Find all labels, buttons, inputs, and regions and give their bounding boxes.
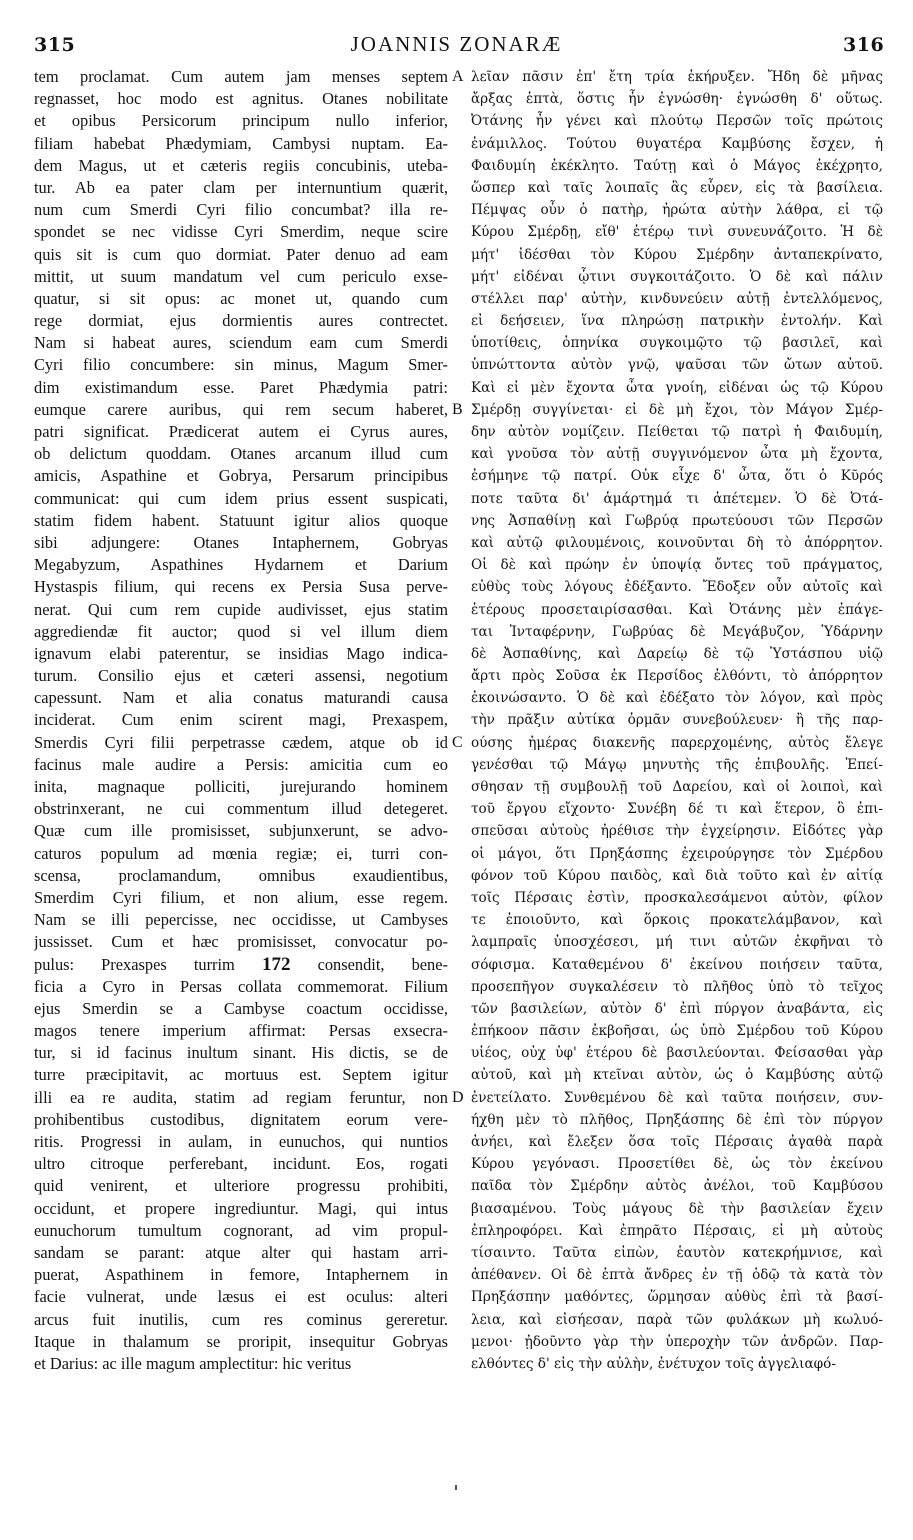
greek-text-line: λεια, καὶ εἰσήεσαν, παρὰ τῶν φυλάκων μὴ κωλυό- (471, 1311, 883, 1328)
latin-text-line: turum. Consilio ejus et cæteri assensi, negotium (34, 666, 448, 686)
latin-text-line: quid venirent, et ulteriore progressu prohibiti, (34, 1176, 448, 1196)
greek-text-line: ὑποτίθεις, ὁπηνίκα συγκοιμῷτο τῷ βασιλεῖ, καὶ (471, 335, 883, 352)
latin-text-line: num cum Smerdi Cyri filio concumbat? illa re- (34, 200, 448, 220)
latin-text-line: Hystaspis filium, qui recens ex Persia Susa perve- (34, 577, 448, 597)
greek-text-line: ἀνήει, καὶ ἔλεξεν ὅσα τοῖς Πέρσαις ἀγαθὰ παρὰ (471, 1134, 883, 1150)
greek-text-line: ἄρξας ἑπτὰ, ὅστις ἦν ἐγνώσθη· ἐγνώσθη δ' οὕτως. (471, 91, 883, 108)
latin-text-line: mittit, ut suum mandatum vel cum periculo exse- (34, 266, 448, 286)
greek-text-line: ἐπληροφόρει. Καὶ ἐπηρᾶτο Πέρσαις, εἰ μὴ αὐτοὺς (471, 1222, 883, 1239)
ink-speck (455, 1485, 457, 1490)
greek-text-line: ἐνάμιλλος. Τούτου θυγατέρα Καμβύσης ἔσχεν, ἡ (471, 135, 883, 152)
greek-text-line: φόνον τοῦ Κύρου παιδὸς, καὶ διὰ τοῦτο καὶ ἐν αἰτίᾳ (471, 867, 883, 884)
latin-text-line: spondet se nec vidisse Cyri Smerdim, neque scire (34, 222, 448, 242)
latin-text-line: inita, magnaque polliciti, jurejurando hominem (34, 777, 448, 796)
latin-text-line: facie vulnerat, unde læsus ei est oculus: alteri (34, 1287, 448, 1307)
latin-text-line: aggrediendæ fit auctor; quod si vel illum diem (34, 621, 448, 641)
greek-text-line: ἑτέρους προσεταιρίσασθαι. Καὶ Ὀτάνης μὲν ἐπάγε- (471, 601, 883, 618)
latin-text-line: ritis. Progressi in aulam, in eunuchos, qui nuntios (34, 1132, 448, 1151)
latin-text-line: regnasset, hoc modo est agnitus. Otanes nobilitate (34, 89, 448, 109)
latin-text-line: ultro citroque perferebant, incidunt. Eos, rogati (34, 1154, 448, 1174)
latin-text-line (34, 954, 448, 976)
greek-text-line: ἄρτι πρὸς Σοῦσα ἐκ Περσίδος ἐλθόντι, τὸ ἀπόρρητον (471, 668, 883, 685)
page-header (0, 30, 913, 66)
latin-text-line: scensa, proclamandum, omnibus exaudientibus, (34, 865, 448, 885)
latin-text-line: Nam si habeat aures, sciendum eam cum Smerdi (34, 333, 448, 353)
latin-text-line: quis sit is cum quo dormiat. Pater denuo ad eam (34, 244, 448, 264)
greek-text-line: ήχθη μὲν τὸ πλῆθος, Πρηξάσπης δὲ ἐπὶ τὸν πύργον (471, 1111, 883, 1128)
greek-text-line: ἀπέθανεν. Οἱ δὲ ἑπτὰ ἄνδρες ἐν τῇ ὁδῷ τὰ κατὰ τὸν (471, 1267, 883, 1284)
latin-text-line: facinus male audire a Persis: amicitia cum eo (34, 754, 448, 774)
latin-text-line: rege dormiat, ejus dormientis aures contrectet. (34, 311, 448, 331)
latin-text-line: et opibus Persicorum principum nullo inferior, (34, 111, 448, 131)
greek-text-line: λαμπραῖς ὑποσχέσεσι, μή τινι αὐτῶν ἐκφῆναι τὸ (471, 934, 883, 951)
greek-text-line: σπεῦσαι αὐτοὺς ἠρέθισε τὴν ἐγχείρησιν. Εἰδότες γὰρ (471, 823, 883, 840)
greek-text-line: Κύρου γεγόνασι. Προσετίθει δὲ, ὡς τὸν ἐκείνου (471, 1156, 883, 1173)
left-page-number: 315 (34, 34, 76, 56)
margin-marker-a: A (452, 68, 464, 85)
greek-text-line: προσεπῆγον συγκαλέσειν τὸ πλῆθος ὑπὸ τὸ τεῖχος (471, 978, 883, 995)
greek-text-line: σόφισμα. Καταθεμένου δ' ἐκείνου ποιήσειν ταῦτα, (471, 956, 883, 973)
running-title: JOANNIS ZONARÆ (350, 32, 563, 56)
latin-text-line: Itaque in thalamum se proripit, insequitur Gobryas (34, 1331, 448, 1351)
greek-text-line: Πρηξάσπην μαθόντες, ὥρμησαν αὐθὺς ἐπὶ τὰ βασί- (471, 1289, 883, 1306)
greek-text-line: δὲ Ἀσπαθίνης, καὶ Δαρείῳ δὲ τῷ Ὑστάσπου υἱῷ (471, 645, 883, 662)
margin-marker-c: C (452, 734, 463, 751)
latin-text-line: filiam habebat Phædymiam, Cambysi nuptam. Ea- (34, 133, 448, 153)
greek-column (471, 66, 883, 1375)
greek-text-line: Κύρου Σμέρδῃ, εἴθ' ἑτέρῳ τινὶ συνευνάζοιτο. Ἡ δὲ (471, 224, 883, 241)
latin-text-line: sibi adjungere: Otanes Intaphernem, Gobryas (34, 532, 448, 552)
margin-marker-d: D (452, 1089, 464, 1106)
latin-text-line: caturos populum ad mœnia regiæ; ei, turri con- (34, 843, 448, 863)
latin-text-line: Cyri filio concumbere: sin minus, Magum Smer- (34, 355, 448, 375)
latin-line-fragment: consendit, bene- (317, 954, 448, 974)
latin-text-line: tem proclamat. Cum autem jam menses septem (34, 67, 448, 86)
latin-text-line: dim existimandum esse. Paret Phædymia patri: (34, 377, 448, 397)
latin-text-line: inciderat. Cum enim scirent magi, Prexaspem, (34, 710, 448, 730)
greek-text-line: ἐνετείλατο. Συνθεμένου δὲ καὶ ταῦτα ποιήσειν, συν- (471, 1089, 883, 1106)
latin-text-line: Quæ cum ille promisisset, subjunxerunt, se advo- (34, 821, 448, 841)
greek-text-line: αὐτοῦ, καὶ μὴ κτεῖναι αὐτὸν, ὡς ὁ Καμβύσης αὐτῷ (471, 1067, 883, 1084)
greek-text-line: τὴν πρᾶξιν αὐτίκα ὁρμᾶν συνεβούλευεν· ἢ τῆς παρ- (471, 712, 883, 729)
latin-text-line: ejus Smerdin se a Cambyse coactum occidisse, (34, 998, 448, 1018)
latin-line-fragment: pulus: Prexaspes turrim (34, 954, 235, 974)
greek-text-line: τῶν βασιλείων, αὐτὸν δ' ἐπὶ πύργον ἀναβάντα, εἰς (471, 1000, 883, 1017)
latin-text-line: dem Magus, ut et cæteris regiis concubinis, uteba- (34, 155, 448, 175)
greek-text-line: Καὶ εἰ μὲν ἔχοντα ὦτα γνοίη, εἰδέναι ὡς τῷ Κύρου (471, 379, 883, 396)
greek-text-line: ἐσήμηνε τῷ πατρί. Οὐκ εἶχε δ' ὦτα, ὅτι ὁ Κῦρός (471, 468, 883, 485)
latin-text-line: arcus fuit inutilis, cum res cominus gereretur. (34, 1309, 448, 1329)
greek-text-line: Οἱ δὲ καὶ πρώην ἐν ὑποψίᾳ ὄντες τοῦ πράγματος, (471, 557, 883, 574)
greek-text-line: ελθόντες δ' εἰς τὴν αὐλὴν, ἐνέτυχον τοῖς ἀγγελιαφό- (471, 1355, 836, 1372)
greek-text-line: ται Ἰνταφέρνην, Γωβρύας δὲ Μεγάβυζον, Ὑδάρνην (471, 623, 883, 640)
latin-text-line: jussisset. Cum et hæc promisisset, convocatur po- (34, 932, 448, 952)
greek-text-line: τοῦ ἔργου εἴχοντο· Συνέβη δέ τι καὶ ἕτερον, ὃ ἐπι- (471, 801, 883, 818)
latin-text-line: Smerdim Cyri filium, et non alium, esse regem. (34, 887, 448, 907)
latin-text-line: magos tenere imperium affirmat: Persas exsecra- (34, 1021, 448, 1041)
latin-text-line: ficia a Cyro in Persas collata commemorat. Filium (34, 976, 448, 996)
latin-text-line: amicis, Aspathine et Gobrya, Persarum principibus (34, 466, 448, 486)
latin-text-line: Smerdis Cyri filii perpetrasse cædem, atque ob id (34, 732, 448, 752)
greek-text-line: ποτε ταῦτα δι' ἁμάρτημά τι ἀπέτεμεν. Ὁ δὲ Ὀτά- (471, 490, 883, 507)
greek-text-line: ὑπνώττοντα αὐτὸν γνῷ, ψαῦσαι τῶν ὤτων αὐτοῦ. (471, 357, 883, 374)
greek-text-line: Φαιδυμίη ἐκέκλητο. Ταύτῃ καὶ ὁ Μάγος ἐκέχρητο, (471, 157, 883, 174)
right-page-number: 316 (843, 34, 885, 56)
latin-text-line: statim fidem habent. Statuunt igitur alios quoque (34, 510, 448, 530)
latin-text-line: ob delictum quoddam. Otanes arcanum illud cum (34, 444, 448, 464)
folio-number: 172 (261, 953, 291, 975)
greek-text-line: ούσης ἡμέρας διακενῆς παρερχομένης, αὐτὸς ἔλεγε (471, 734, 883, 751)
latin-text-line: et Darius: ac ille magum amplectitur: hic veritus (34, 1353, 352, 1373)
greek-text-line: νης Ἀσπαθίνῃ καὶ Γωβρύᾳ πρωτεύουσι τῶν Περσῶν (471, 512, 883, 529)
greek-text-line: μενοι· ᾐδοῦντο γὰρ τὴν ὑπεροχὴν τῶν ἀνδρῶν. Παρ- (471, 1333, 883, 1350)
greek-text-line: μήτ' εἰδέναι ᾧτινι συγκοιτάζοιτο. Ὁ δὲ καὶ πάλιν (471, 268, 883, 285)
latin-text-line: prohibentibus custodibus, dignitatem eorum vere- (34, 1109, 448, 1129)
latin-text-line: obstrinxerant, ne cui commentum illud detegeret. (34, 799, 448, 819)
margin-marker-b: B (452, 401, 463, 418)
greek-text-line: γενέσθαι τῷ Μάγῳ μηνυτὴς τῆς ἐπιβουλῆς. Ἐπεί- (471, 756, 883, 773)
latin-text-line: capessunt. Nam et alia conatus maturandi causa (34, 688, 448, 708)
greek-text-line: Πέμψας οὖν ὁ πατὴρ, ἠρώτα αὐτὴν λάθρα, εἰ τῷ (471, 202, 883, 219)
greek-text-line: λεῖαν πᾶσιν ἐπ' ἔτη τρία ἐκήρυξεν. Ἤδη δὲ μῆνας (471, 69, 883, 85)
latin-text-line: sandam se parant: atque alter qui hastam arri- (34, 1242, 448, 1262)
greek-text-line: ἐπήκοον πᾶσιν ἐκβοῆσαι, ὡς ὑπὸ Σμέρδου τοῦ Κύρου (471, 1023, 883, 1040)
latin-text-line: occidunt, et propere ingrediuntur. Magi, qui intus (34, 1198, 448, 1218)
latin-text-line: quatur, si sit opus: ac monet ut, quando cum (34, 288, 448, 308)
latin-text-line: tur, si id facinus inultum sinant. His dictis, se de (34, 1043, 448, 1063)
latin-text-line: communicat: qui cum idem prius essent suspicati, (34, 488, 448, 508)
greek-text-line: τίσαιντο. Ταῦτα εἰπὼν, ἑαυτὸν κατεκρήμνισε, καὶ (471, 1244, 883, 1261)
greek-text-line: Ὀτάνης ἦν γένει καὶ πλούτῳ Περσῶν τοῖς πρώτοις (471, 113, 883, 130)
latin-text-line: eunuchorum tumultum cognorant, ad vim propul- (34, 1220, 448, 1240)
greek-text-line: τοῖς Πέρσαις ἐστὶν, προσκαλεσάμενοι αὐτὸν, φίλον (471, 889, 883, 906)
latin-text-line: ignavum elabi paterentur, se insidias Mago indica- (34, 643, 448, 663)
greek-text-line: καὶ αὐτῷ φιλουμένοις, κοινοῦνται δὴ τὸ ἀπόρρητον. (471, 534, 883, 551)
greek-text-line: στέλλει παρ' αὐτὴν, κινδυνεύειν αὐτῇ ἐντελλόμενος, (471, 290, 883, 307)
greek-text-line: μήτ' ἰδέσθαι τὸν Κύρου Σμέρδην ἀνταπεκρίνατο, (471, 246, 883, 263)
latin-column (34, 66, 448, 1375)
latin-text-line: eumque carere auribus, qui rem secum haberet, (34, 399, 448, 419)
greek-text-line: εὐθὺς τοὺς λόγους ἐδέξαντο. Ἔδοξεν οὖν αὐτοῖς καὶ (471, 579, 883, 596)
latin-text-line: illi ea re audita, statim ad regiam feruntur, non (34, 1087, 448, 1107)
greek-text-line: παῖδα τὸν Σμέρδην αὐτὸς ἀνέλοι, τοῦ Καμβύσου (471, 1178, 883, 1195)
greek-text-line: τε ἐποιοῦντο, καὶ ὅρκοις προκατελάμβανον, καὶ (471, 912, 883, 929)
greek-text-line: οἱ μάγοι, ὅτι Πρηξάσπης ἐχειρούργησε τὸν Σμέρδου (471, 845, 883, 862)
latin-text-line: puerat, Aspathinem in femore, Intaphernem in (34, 1265, 448, 1285)
greek-text-line: καὶ γνοῦσα τὸν αὐτῇ συγγινόμενον ὦτα μὴ ἔχοντα, (471, 446, 883, 463)
latin-text-line: nerat. Qui cum rem cupide audivisset, ejus statim (34, 599, 448, 619)
greek-text-line: εἰ δεήσειεν, ἵνα πληρώσῃ πατρικὴν ἐντολήν. Καὶ (471, 313, 883, 330)
latin-text-line: tur. Ab ea pater clam per internuntium quærit, (34, 177, 448, 197)
greek-text-line: δην αὐτὸν νομίζειν. Πείθεται τῷ πατρὶ ἡ Φαιδυμίη, (471, 424, 883, 440)
latin-text-line: Megabyzum, Aspathines Hydarnem et Darium (34, 555, 448, 575)
greek-text-line: Σμέρδῃ συγγίνεται· εἰ δὲ μὴ ἔχοι, τὸν Μάγον Σμέρ- (471, 401, 883, 418)
greek-text-line: ὥσπερ καὶ ταῖς λοιπαῖς ἃς εὗρεν, εἰς τὰ βασίλεια. (471, 179, 883, 196)
latin-text-line: turre præcipitavit, ac mortuus est. Septem igitur (34, 1065, 448, 1085)
latin-text-line: Nam se illi pepercisse, nec occidisse, ut Cambyses (34, 910, 448, 930)
greek-text-line: σθησαν τῇ συμβουλῇ τοῦ Δαρείου, καὶ οἱ λοιποὶ, καὶ (471, 779, 883, 795)
greek-text-line: ἐκοινώσαντο. Ὁ δὲ καὶ ἐδέξατο τὸν λόγον, καὶ πρὸς (471, 690, 883, 707)
latin-text-line: patri significat. Prædicerat autem ei Cyrus aures, (34, 422, 448, 441)
greek-text-line: βιασαμένου. Τοὺς μάγους δὲ τὴν βασιλείαν ἔχειν (471, 1200, 883, 1217)
greek-text-line: υἱέος, οὐχ ὑφ' ἑτέρου δὲ βασιλεύονται. Φείσασθαι γὰρ (471, 1045, 883, 1062)
